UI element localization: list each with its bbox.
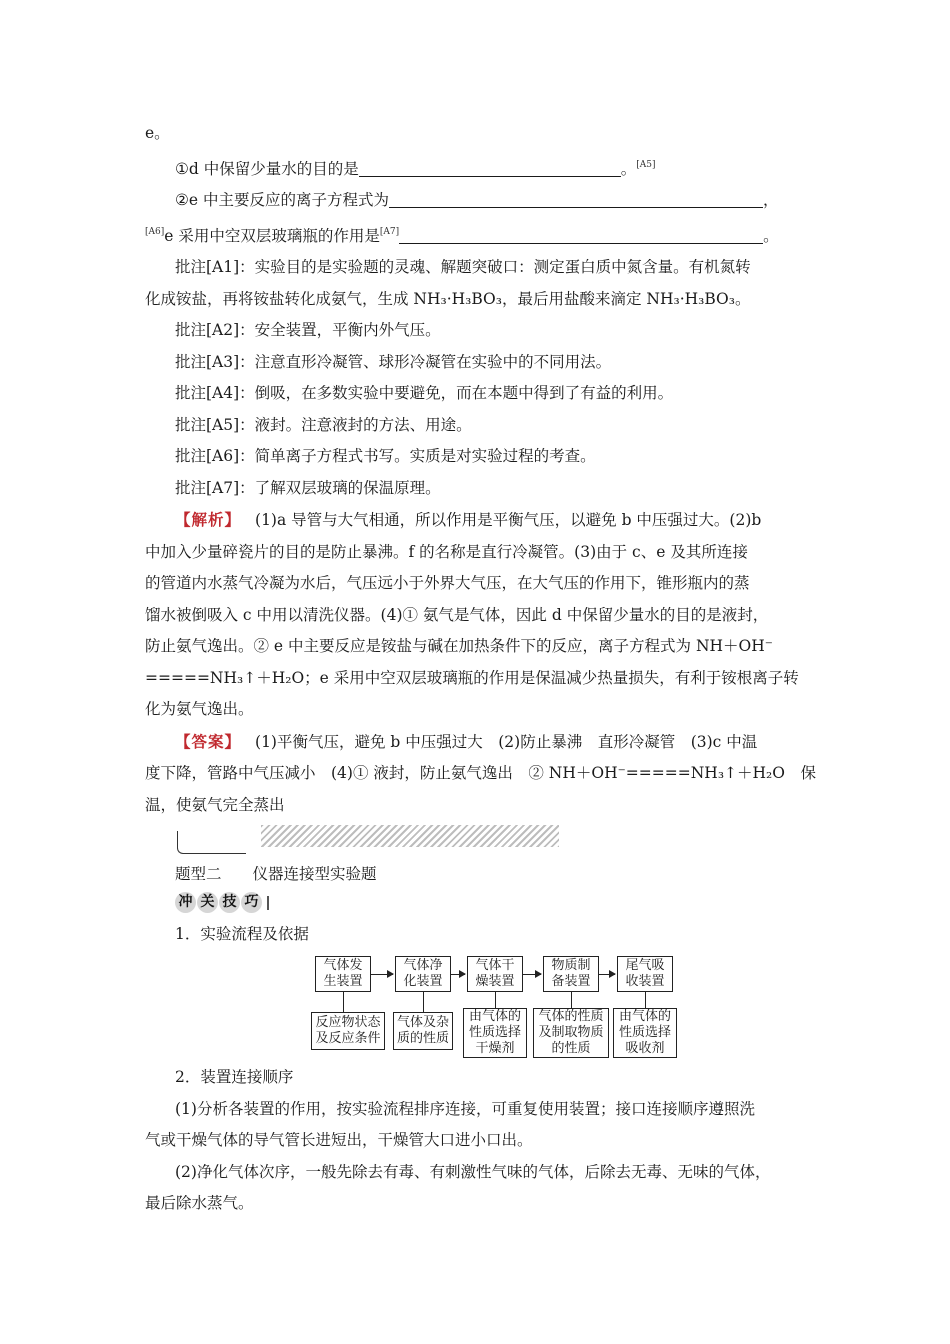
text-line bbox=[145, 118, 813, 150]
badge-bar bbox=[267, 896, 269, 910]
flow-connector bbox=[645, 992, 646, 1008]
note-a7 bbox=[145, 473, 813, 505]
text: 中加入少量碎瓷片的目的是防止暴沸。f 的名称是直行冷凝管。(3)由于 c、e 及其所连接 bbox=[145, 542, 748, 561]
note-a1 bbox=[145, 252, 813, 284]
paragraph-line bbox=[145, 1094, 813, 1126]
note-a2 bbox=[145, 315, 813, 347]
text: e 采用中空双层玻璃瓶的作用是 bbox=[164, 226, 380, 245]
text: 气或干燥气体的导气管长进短出，干燥管大口进小口出。 bbox=[145, 1131, 533, 1149]
text: ①d 中保留少量水的目的是 bbox=[175, 159, 359, 178]
text: 温，使氨气完全蒸出 bbox=[145, 795, 285, 814]
flow-arrow bbox=[371, 974, 393, 975]
analysis-line bbox=[145, 537, 813, 569]
text: =====NH₃↑＋H₂O；e 采用中空双层玻璃瓶的作用是保温减少热量损失，有利于铵根离子转 bbox=[145, 668, 799, 687]
text: 馏水被倒吸入 c 中用以清洗仪器。(4)① 氨气是气体，因此 d 中保留少量水的目的是液封， bbox=[145, 605, 769, 624]
tips-badge-row bbox=[145, 891, 813, 919]
flow-arrow bbox=[451, 974, 465, 975]
flow-connector bbox=[495, 992, 496, 1008]
text: 。 bbox=[763, 226, 779, 245]
text: 2．装置连接顺序 bbox=[175, 1068, 294, 1086]
text: 批注[A7]：了解双层玻璃的保温原理。 bbox=[175, 478, 441, 497]
note-a6 bbox=[145, 441, 813, 473]
text: 最后除水蒸气。 bbox=[145, 1194, 254, 1212]
flow-box-gas-purification: 气体净 化装置 bbox=[395, 956, 451, 992]
note-a5 bbox=[145, 410, 813, 442]
heading-1 bbox=[145, 919, 813, 951]
divider-bracket bbox=[177, 831, 246, 854]
text: 。 bbox=[620, 159, 637, 178]
note-a3 bbox=[145, 347, 813, 379]
text: 题型二 仪器连接型实验题 bbox=[175, 865, 377, 883]
annotation-marker: [A5] bbox=[636, 159, 656, 170]
heading-2 bbox=[145, 1062, 813, 1094]
note-a4 bbox=[145, 378, 813, 410]
flow-box-choose-absorbent: 由气体的 性质选择 吸收剂 bbox=[613, 1008, 677, 1058]
text: (2)净化气体次序，一般先除去有毒、有刺激性气味的气体，后除去无毒、无味的气体， bbox=[175, 1162, 771, 1181]
flow-diagram bbox=[145, 954, 813, 1062]
analysis-line bbox=[145, 568, 813, 600]
note-a1-cont bbox=[145, 284, 813, 316]
text: 1．实验流程及依据 bbox=[175, 924, 309, 943]
text: (1)平衡气压，避免 b 中压强过大 (2)防止暴沸 直形冷凝管 (3)c 中温 bbox=[255, 732, 758, 751]
answer-blank[interactable] bbox=[359, 158, 621, 177]
section-divider bbox=[145, 821, 813, 859]
text: (1)分析各装置的作用，按实验流程排序连接，可重复使用装置；接口连接顺序遵照洗 bbox=[175, 1099, 755, 1118]
text: (1)a 导管与大气相通，所以作用是平衡气压，以避免 b 中压强过大。(2)b bbox=[255, 511, 762, 529]
analysis-tag: 【解析】 bbox=[175, 510, 242, 529]
analysis-line bbox=[145, 600, 813, 632]
badge-char: 冲 bbox=[175, 892, 196, 913]
section-title bbox=[145, 859, 813, 891]
flow-box-tail-gas-absorption: 尾气吸 收装置 bbox=[617, 956, 673, 992]
answer-line bbox=[145, 726, 813, 759]
answer-line bbox=[145, 790, 813, 822]
text: 防止氨气逸出。② e 中主要反应是铵盐与碱在加热条件下的反应，离子方程式为 NH＋OH⁻ bbox=[145, 637, 773, 655]
text: 批注[A1]：实验目的是实验题的灵魂、解题突破口：测定蛋白质中氮含量。有机氮转 bbox=[175, 258, 751, 276]
text: 批注[A3]：注意直形冷凝管、球形冷凝管在实验中的不同用法。 bbox=[175, 352, 612, 371]
tips-badge bbox=[175, 892, 269, 913]
question-line-2 bbox=[145, 185, 813, 217]
text: ②e 中主要反应的离子方程式为 bbox=[175, 191, 389, 209]
text: 的管道内水蒸气冷凝为水后，气压远小于外界大气压，在大气压的作用下，锥形瓶内的蒸 bbox=[145, 574, 750, 592]
flow-box-gas-generation: 气体发 生装置 bbox=[315, 956, 371, 992]
document-page bbox=[145, 118, 816, 1220]
answer-tag: 【答案】 bbox=[175, 731, 242, 751]
badge-char: 巧 bbox=[241, 892, 262, 913]
divider-hatch bbox=[261, 825, 559, 847]
flow-arrow bbox=[523, 974, 541, 975]
flow-connector bbox=[423, 992, 424, 1012]
flow-connector bbox=[343, 992, 344, 1012]
paragraph-line bbox=[145, 1157, 813, 1189]
text: 批注[A4]：倒吸，在多数实验中要避免，而在本题中得到了有益的利用。 bbox=[175, 384, 674, 402]
flow-connector bbox=[571, 992, 572, 1008]
text: 度下降，管路中气压减小 (4)① 液封，防止氨气逸出 ② NH＋OH⁻=====NH₃↑＋H₂O 保 bbox=[145, 764, 816, 782]
analysis-line bbox=[145, 504, 813, 537]
paragraph-line bbox=[145, 1188, 813, 1220]
analysis-line bbox=[145, 694, 813, 726]
analysis-line bbox=[145, 663, 813, 695]
paragraph-line bbox=[145, 1125, 813, 1157]
badge-char: 技 bbox=[219, 892, 240, 913]
text: 化成铵盐，再将铵盐转化成氨气，生成 NH₃·H₃BO₃，最后用盐酸来滴定 NH₃·H₃BO₃。 bbox=[145, 289, 751, 308]
text: ， bbox=[763, 191, 779, 209]
text: 批注[A2]：安全装置，平衡内外气压。 bbox=[175, 321, 441, 339]
text: e。 bbox=[145, 124, 170, 142]
text: 批注[A6]：简单离子方程式书写。实质是对实验过程的考查。 bbox=[175, 447, 596, 465]
analysis-line bbox=[145, 631, 813, 663]
answer-blank[interactable] bbox=[399, 225, 763, 244]
flow-box-substance-preparation: 物质制 备装置 bbox=[543, 956, 599, 992]
badge-char: 关 bbox=[197, 892, 218, 913]
flow-box-gas-impurity-properties: 气体及杂 质的性质 bbox=[393, 1012, 453, 1050]
annotation-marker: [A7] bbox=[379, 226, 400, 237]
flow-arrow bbox=[599, 974, 615, 975]
flow-box-choose-drying-agent: 由气体的 性质选择 干燥剂 bbox=[463, 1008, 527, 1058]
question-line-1 bbox=[145, 150, 813, 186]
text: 化为氨气逸出。 bbox=[145, 700, 254, 718]
question-line-3 bbox=[145, 217, 813, 253]
text: 批注[A5]：液封。注意液封的方法、用途。 bbox=[175, 415, 472, 434]
annotation-marker: [A6] bbox=[145, 226, 165, 237]
flow-box-gas-drying: 气体干 燥装置 bbox=[467, 956, 523, 992]
flow-box-gas-and-product-properties: 气体的性质 及制取物质 的性质 bbox=[533, 1008, 609, 1058]
answer-blank[interactable] bbox=[389, 189, 763, 208]
answer-line bbox=[145, 758, 816, 790]
flow-box-reactant-conditions: 反应物状态 及反应条件 bbox=[311, 1012, 385, 1050]
